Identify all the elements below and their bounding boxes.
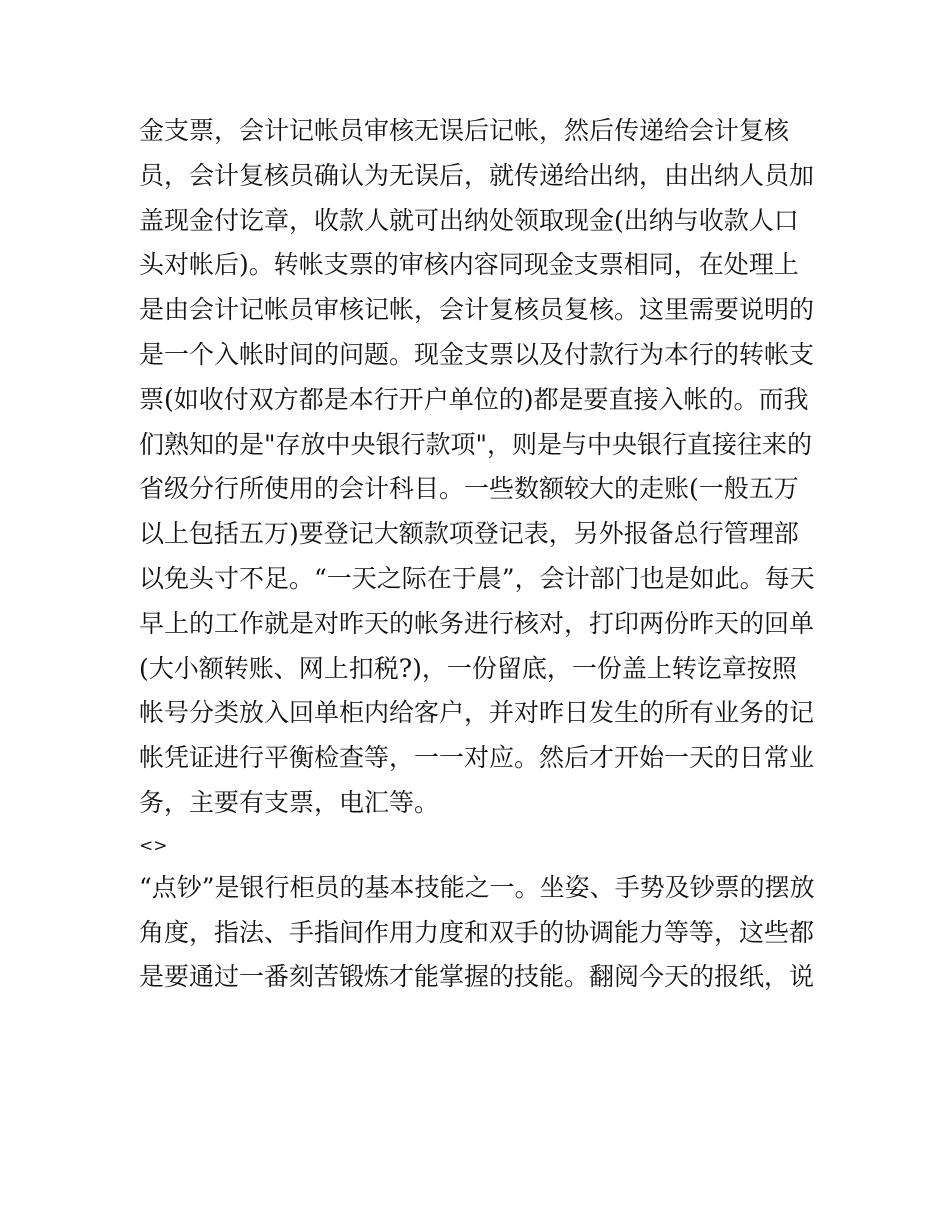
text-line: 以免头寸不足。“一天之际在于晨”，会计部门也是如此。每天 <box>139 563 815 593</box>
text-line: 们熟知的是"存放中央银行款项"，则是与中央银行直接往来的 <box>139 429 813 459</box>
text-line: 金支票，会计记帐员审核无误后记帐，然后传递给会计复核 <box>139 116 790 145</box>
text-line: 是要通过一番刻苦锻炼才能掌握的技能。翻阅今天的报纸，说 <box>139 962 815 992</box>
text-line: 角度，指法、手指间作用力度和双手的协调能力等等，这些都 <box>139 917 815 947</box>
section-marker: <> <box>139 835 168 856</box>
body-text <box>139 109 819 1000</box>
text-line: 早上的工作就是对昨天的帐务进行核对，打印两份昨天的回单 <box>139 608 815 638</box>
text-line: 省级分行所使用的会计科目。一些数额较大的走账(一般五万 <box>139 474 799 504</box>
text-line: 盖现金付讫章，收款人就可出纳处领取现金(出纳与收款人口 <box>139 205 799 235</box>
text-line: 头对帐后)。转帐支票的审核内容同现金支票相同，在处理上 <box>139 250 799 280</box>
text-line: 帐凭证进行平衡检查等，一一对应。然后才开始一天的日常业 <box>139 743 815 773</box>
text-line: (大小额转账、网上扣税?)，一份留底，一份盖上转讫章按照 <box>139 653 797 683</box>
text-line: 是一个入帐时间的问题。现金支票以及付款行为本行的转帐支 <box>139 339 815 369</box>
text-line: 务，主要有支票，电汇等。 <box>139 787 440 817</box>
text-line: “点钞”是银行柜员的基本技能之一。坐姿、手势及钞票的摆放 <box>139 872 815 902</box>
text-line: 员，会计复核员确认为无误后，就传递给出纳，由出纳人员加 <box>139 160 815 190</box>
text-line: 帐号分类放入回单柜内给客户，并对昨日发生的所有业务的记 <box>139 698 815 728</box>
text-line: 是由会计记帐员审核记帐，会计复核员复核。这里需要说明的 <box>139 295 815 325</box>
text-line: 以上包括五万)要登记大额款项登记表，另外报备总行管理部 <box>139 519 799 549</box>
text-line: 票(如收付双方都是本行开户单位的)都是要直接入帐的。而我 <box>139 384 809 414</box>
